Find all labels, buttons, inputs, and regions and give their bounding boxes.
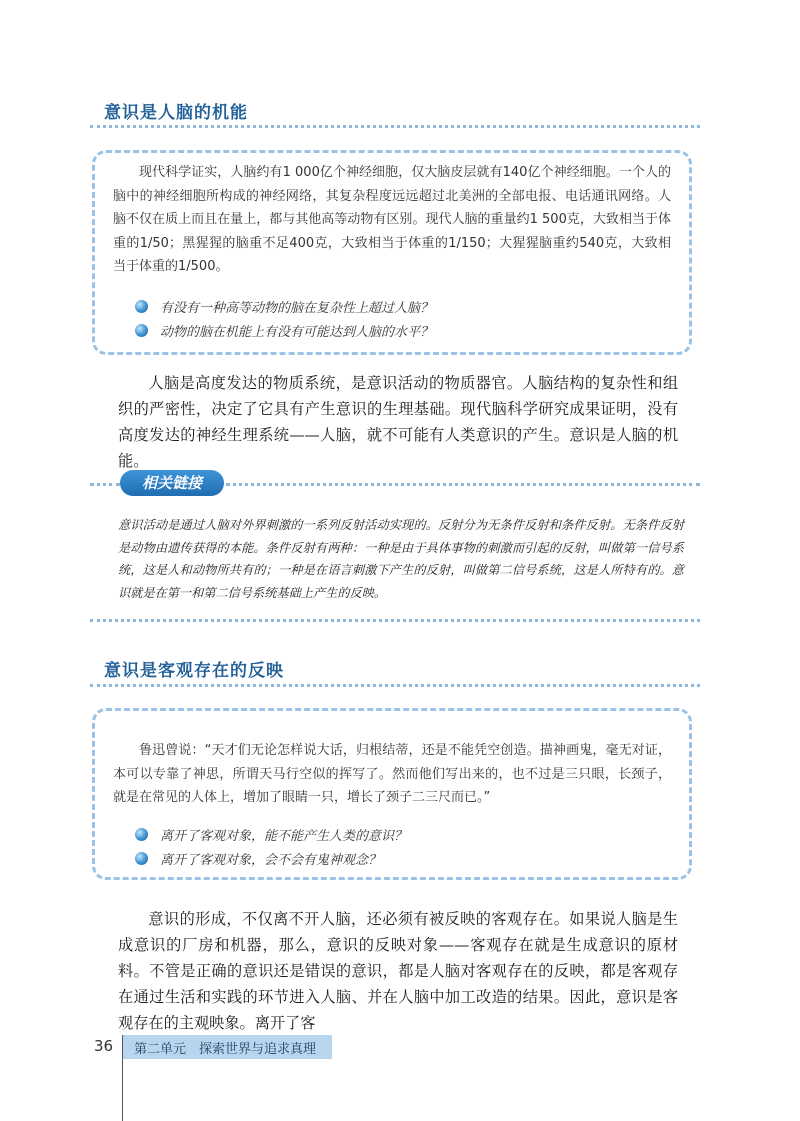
- related-link-badge: 相关链接: [120, 470, 224, 496]
- question-text: 有没有一种高等动物的脑在复杂性上超过人脑？: [160, 301, 434, 316]
- dotted-divider: [90, 619, 700, 622]
- question-item: [135, 825, 407, 844]
- blue-dot-icon: [135, 300, 148, 313]
- unit-title: 第二单元 探索世界与追求真理: [134, 1042, 317, 1057]
- thinking-box-1: [92, 150, 692, 355]
- blue-dot-icon: [135, 852, 148, 865]
- section-title-brain-function: 意识是人脑的机能: [104, 103, 248, 123]
- page-number: 36: [94, 1037, 114, 1055]
- question-item: [135, 297, 433, 316]
- question-item: [135, 321, 433, 340]
- body-paragraph: 人脑是高度发达的物质系统，是意识活动的物质器官。人脑结构的复杂性和组织的严密性，决定了它具有产生意识的生理基础。现代脑科学研究成果证明，没有高度发达的神经生理系统——人脑，就不可能有人类意识的产生。意识是人脑的机能。: [118, 374, 678, 470]
- related-link-text: 意识活动是通过人脑对外界刺激的一系列反射活动实现的。反射分为无条件反射和条件反射。无条件反射是动物由遗传获得的本能。条件反射有两种：一种是由于具体事物的刺激而引起的反射，叫做第一信号系统，这是人和动物所共有的；一种是在语言刺激下产生的反射，叫做第二信号系统，这是人所特有的。意识就是在第一和第二信号系统基础上产生的反映。: [118, 518, 684, 600]
- thinking-box-2: [92, 708, 692, 880]
- blue-dot-icon: [135, 324, 148, 337]
- question-text: 动物的脑在机能上有没有可能达到人脑的水平？: [160, 325, 434, 340]
- question-text: 离开了客观对象，会不会有鬼神观念？: [160, 853, 382, 868]
- blue-dot-icon: [135, 828, 148, 841]
- box-text: 鲁迅曾说：“天才们无论怎样说大话，归根结蒂，还是不能凭空创造。描神画鬼，毫无对证，本可以专靠了神思，所谓天马行空似的挥写了。然而他们写出来的，也不过是三只眼，长颈子，就是在常见的人体上，增加了眼睛一只，增长了颈子二三尺而已。”: [113, 743, 671, 805]
- question-item: [135, 849, 381, 868]
- body-paragraph: 意识的形成，不仅离不开人脑，还必须有被反映的客观存在。如果说人脑是生成意识的厂房和机器，那么，意识的反映对象——客观存在就是生成意识的原材料。不管是正确的意识还是错误的意识，都是人脑对客观存在的反映，都是客观存在通过生活和实践的环节进入人脑、并在人脑中加工改造的结果。因此，意识是客观存在的主观映象。离开了客: [118, 910, 678, 1032]
- box-text: 现代科学证实，人脑约有1 000亿个神经细胞，仅大脑皮层就有140亿个神经细胞。一个人的脑中的神经细胞所构成的神经网络，其复杂程度远远超过北美洲的全部电报、电话通讯网络。人脑不仅在质上而且在量上，都与其他高等动物有区别。现代人脑的重量约1 500克，大致相当于体重的1/50；黑猩猩的脑重不足400克，大致相当于体重的1/150；大猩猩脑重约540克，大致相当于体重的1/500。: [113, 165, 671, 274]
- footer-vertical-rule: [122, 1035, 123, 1121]
- section-title-objective-reflection: 意识是客观存在的反映: [104, 661, 284, 681]
- dotted-divider: [90, 125, 700, 128]
- dotted-divider: [226, 483, 700, 486]
- question-text: 离开了客观对象，能不能产生人类的意识？: [160, 829, 408, 844]
- dotted-divider: [90, 483, 120, 486]
- dotted-divider: [90, 684, 700, 687]
